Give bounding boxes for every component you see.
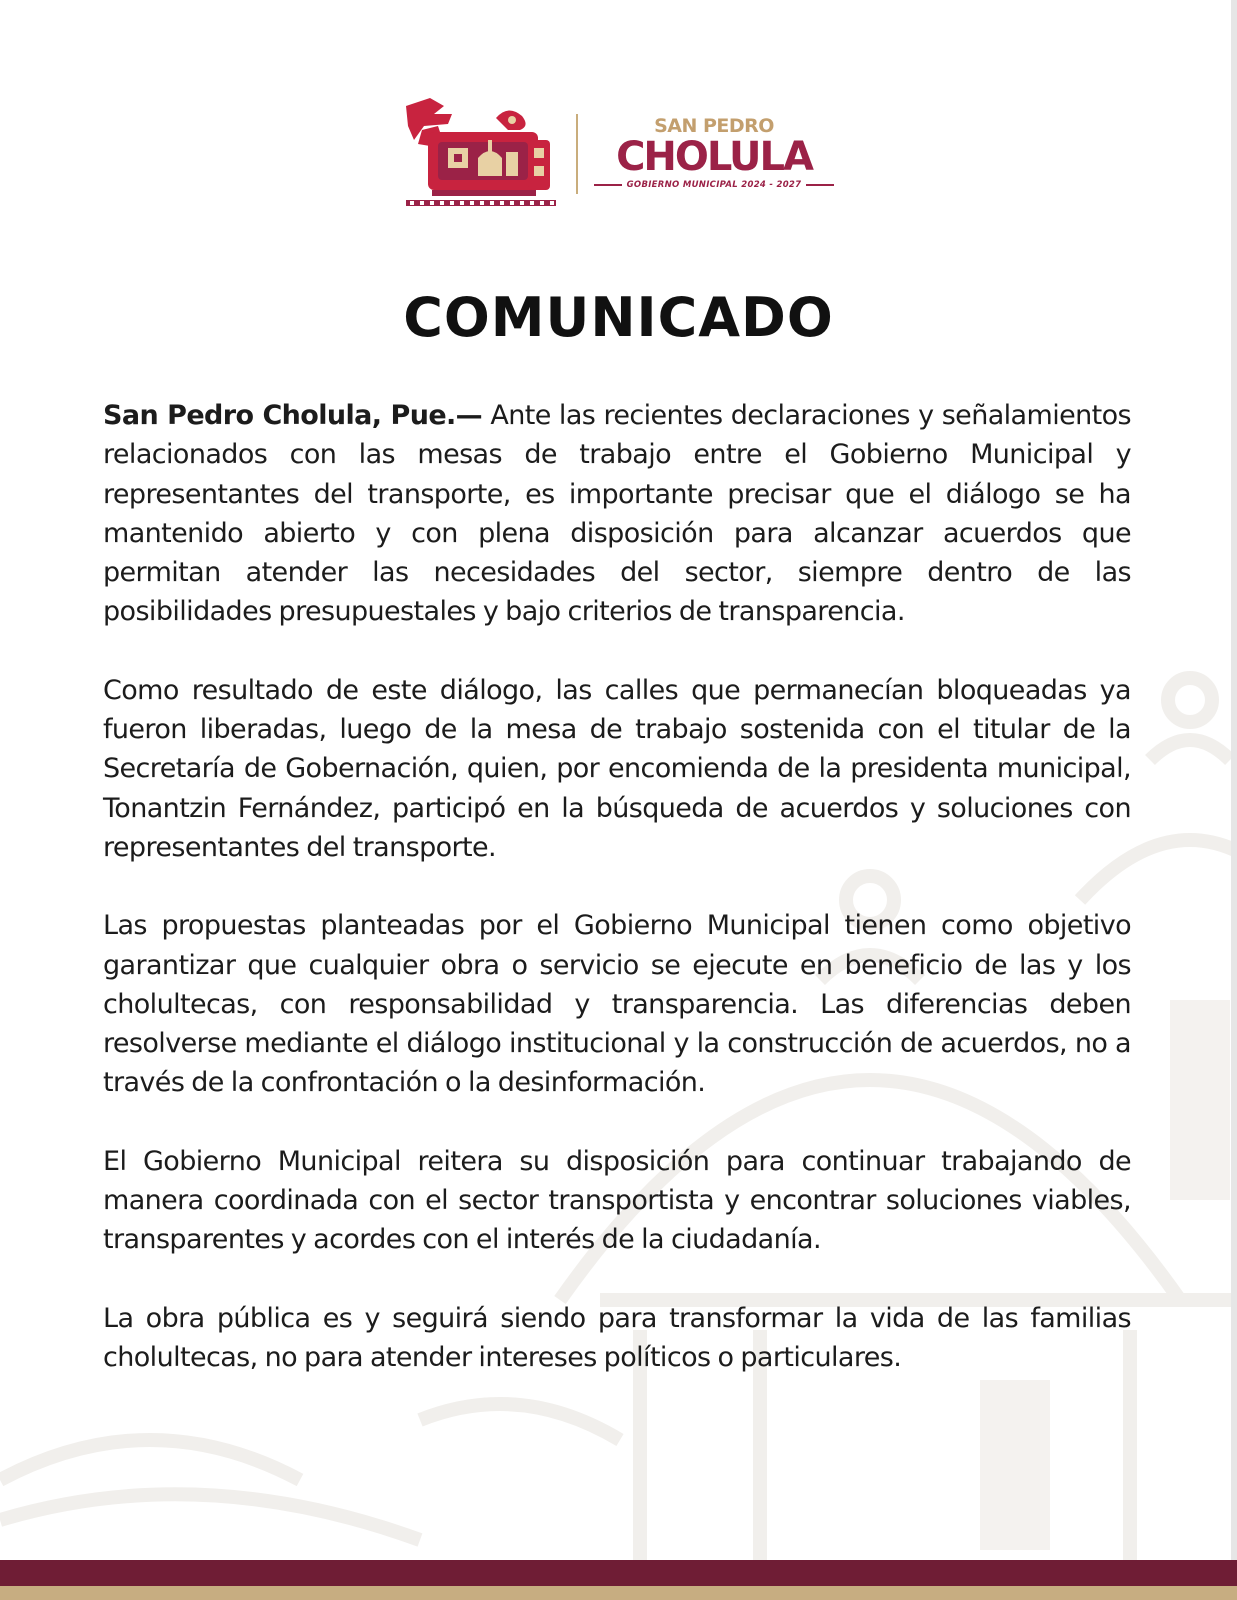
paragraph-1 [103, 396, 1131, 632]
brand-rule-left [594, 184, 622, 186]
paragraph-1-text: Ante las recientes declaraciones y señalamientos relacionados con las mesas de trabajo entre el Gobierno Municipal y representantes del transporte, es importante precisar que el diálogo se ha mantenido abierto y con plena disposición para alcanzar acuerdos que permitan atender las necesidades del sector, siempre dentro de las posibilidades presupuestales y bajo criterios de transparencia. [103, 400, 1131, 628]
brand-subtitle [594, 180, 834, 190]
dateline: San Pedro Cholula, Pue.— [103, 400, 483, 431]
aztec-glyph-icon [404, 96, 560, 210]
brand-top-text: SAN PEDRO [654, 115, 774, 137]
brand-rule-right [806, 184, 834, 186]
footer-band [0, 1586, 1237, 1600]
brand-main-text: CHOLULA [616, 134, 812, 180]
paragraph-3: Las propuestas planteadas por el Gobierno Municipal tienen como objetivo garantizar que cualquier obra o servicio se ejecute en beneficio de las y los cholultecas, con responsabilidad y transparencia. Las diferencias deben resolverse mediante el diálogo institucional y la construcción de acuerdos, no a través de la confrontación o la desinformación. [103, 910, 1131, 1099]
press-release-body [103, 396, 1131, 1416]
page-edge [1231, 0, 1237, 1560]
header-divider [576, 114, 578, 194]
brand-logo [594, 116, 834, 190]
brand-subtitle-text: GOBIERNO MUNICIPAL 2024 - 2027 [626, 180, 802, 190]
paragraph-4: El Gobierno Municipal reitera su disposición para continuar trabajando de manera coordinada con el sector transportista y encontrar soluciones viables, transparentes y acordes con el interés de la ciudadanía. [103, 1145, 1131, 1256]
page-title: COMUNICADO [403, 286, 834, 349]
paragraph-2: Como resultado de este diálogo, las calles que permanecían bloqueadas ya fueron liberadas, luego de la mesa de trabajo sostenida con el titular de la Secretaría de Gobernación, quien, por encomienda de la presidenta municipal, Tonantzin Fernández, participó en la búsqueda de acuerdos y soluciones con representantes del transporte. [103, 674, 1131, 863]
paragraph-5: La obra pública es y seguirá siendo para transformar la vida de las familias cholultecas, no para atender intereses políticos o particulares. [103, 1302, 1131, 1373]
header [0, 96, 1237, 216]
